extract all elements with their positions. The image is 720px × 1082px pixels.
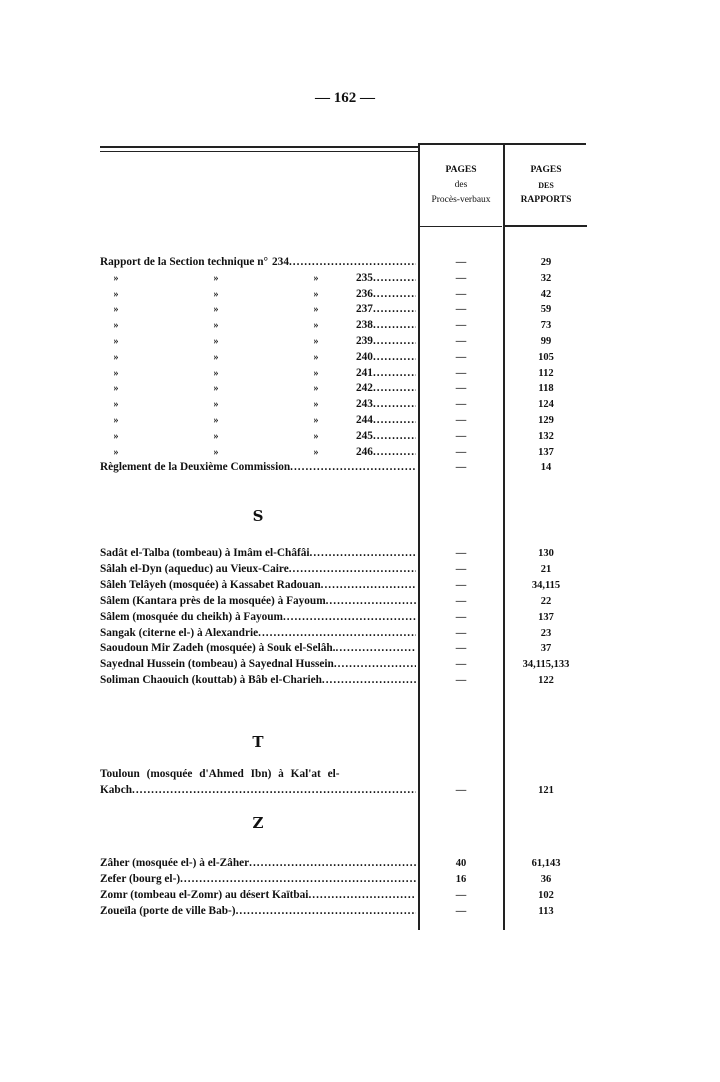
header-proces-verbaux: [420, 163, 502, 208]
table-row: [100, 767, 416, 782]
report-number: [356, 302, 416, 317]
entry-label: Règlement de la Deuxième Commission: [100, 461, 291, 474]
table-row: [100, 413, 590, 428]
table-row: [100, 460, 590, 475]
ditto-mark: »: [313, 272, 319, 284]
table-row: [100, 318, 590, 333]
dot-leader: [373, 318, 416, 333]
proces-verbaux-page: —: [455, 611, 467, 623]
ditto-mark: »: [313, 288, 319, 300]
table-row: [100, 334, 590, 349]
dot-leader: [326, 594, 416, 609]
proces-verbaux-page: —: [455, 367, 467, 379]
rapport-page: 121: [538, 785, 554, 796]
rapport-page: 61,143: [531, 858, 561, 869]
dot-leader: [373, 429, 416, 444]
ditto-mark: »: [313, 320, 319, 332]
dot-leader: [373, 302, 416, 317]
table-row: [100, 445, 590, 460]
report-number-value: 237: [356, 303, 373, 316]
proces-verbaux-page: —: [455, 383, 467, 395]
rapport-label: Rapport de la Section technique n°: [100, 256, 269, 268]
report-number-value: 242: [356, 382, 373, 395]
section-letter: Z: [252, 814, 264, 832]
report-number-value: 235: [356, 271, 373, 284]
header-rapports: [505, 163, 587, 208]
dot-leader: [373, 271, 416, 286]
top-rule: [100, 146, 418, 148]
dot-leader: [290, 460, 416, 475]
rapport-page: 37: [540, 643, 552, 655]
proces-verbaux-page: —: [455, 257, 467, 268]
table-row: [100, 872, 590, 887]
proces-verbaux-page: —: [455, 659, 467, 671]
report-number: [356, 366, 416, 381]
proces-verbaux-page: —: [455, 399, 467, 411]
ditto-mark: »: [113, 399, 119, 411]
report-number: [356, 381, 416, 396]
rapport-page: 137: [538, 446, 554, 458]
dot-leader: [373, 381, 416, 396]
ditto-mark: »: [213, 320, 219, 332]
table-row: [100, 578, 590, 593]
ditto-mark: »: [213, 367, 219, 379]
entry-text: [100, 783, 416, 798]
header-line: DES: [538, 181, 554, 190]
entry-text: [100, 562, 416, 577]
ditto-mark: »: [313, 446, 319, 458]
table-row: [100, 381, 590, 396]
proces-verbaux-page: —: [455, 415, 467, 426]
report-number-value: 241: [356, 366, 373, 379]
table-row: [100, 271, 590, 286]
dot-leader: [336, 641, 416, 656]
report-number-value: 246: [356, 445, 373, 458]
report-number-value: 238: [356, 319, 373, 332]
table-row: [100, 626, 590, 641]
entry-text: [100, 460, 416, 475]
ditto-mark: »: [313, 383, 319, 395]
ditto-mark: »: [213, 272, 219, 284]
proces-verbaux-page: —: [455, 627, 467, 639]
dot-leader: [373, 334, 416, 349]
table-row: [100, 641, 590, 656]
proces-verbaux-page: —: [455, 430, 467, 442]
dot-leader: [322, 673, 416, 688]
entry-text: [100, 255, 416, 270]
report-number-value: 244: [356, 414, 373, 426]
ditto-mark: »: [213, 351, 219, 363]
entry-label: Zâher (mosquée el-) à el-Zâher: [100, 857, 250, 869]
header-line: Procès-verbaux: [431, 195, 491, 205]
top-rule-columns: [418, 143, 586, 145]
ditto-mark: »: [213, 399, 219, 411]
dot-leader: [373, 397, 416, 412]
rapport-page: 29: [540, 257, 552, 268]
dot-leader: [334, 657, 416, 672]
report-number-value: 239: [356, 335, 373, 347]
entry-text: [100, 856, 416, 871]
ditto-mark: »: [313, 430, 319, 442]
rapport-page: 118: [538, 383, 554, 395]
proces-verbaux-page: —: [455, 272, 467, 284]
rapport-page: 32: [540, 272, 552, 284]
table-row: [100, 888, 590, 903]
entry-label: Sâleh Telâyeh (mosquée) à Kassabet Radouan: [100, 578, 321, 591]
report-number-value: 234: [272, 256, 289, 268]
ditto-mark: »: [313, 336, 319, 347]
proces-verbaux-page: —: [455, 643, 467, 655]
rapport-page: 122: [538, 675, 554, 687]
report-number: [356, 445, 416, 460]
table-row: [100, 783, 590, 798]
entry-text: [100, 872, 416, 887]
ditto-mark: »: [113, 304, 119, 316]
table-row: [100, 429, 590, 444]
ditto-mark: »: [313, 304, 319, 316]
entry-label: Saoudoun Mir Zadeh (mosquée) à Souk el-Selâh.: [100, 642, 336, 655]
rapport-page: 105: [538, 351, 554, 363]
table-row: [100, 657, 590, 672]
dot-leader: [373, 366, 416, 381]
rapport-page: 124: [538, 399, 554, 411]
ditto-mark: »: [213, 383, 219, 395]
proces-verbaux-page: —: [455, 548, 467, 559]
entry-text: [100, 673, 416, 688]
table-row: [100, 673, 590, 688]
dot-leader: [373, 287, 416, 302]
rapport-page: 130: [538, 548, 554, 559]
report-number: [356, 350, 416, 365]
report-number-value: 245: [356, 429, 373, 442]
dot-leader: [236, 904, 416, 919]
header-line: PAGES: [530, 165, 562, 175]
report-number: [356, 413, 416, 428]
proces-verbaux-page: —: [455, 563, 467, 575]
rapport-page: 102: [538, 889, 554, 901]
rapport-page: 14: [540, 462, 552, 474]
report-number: [356, 287, 416, 302]
entry-label: Sangak (citerne el-) à Alexandrie: [100, 626, 259, 639]
header-line: des: [454, 180, 468, 190]
entry-label: Soliman Chaouich (kouttab) à Bâb el-Charieh: [100, 674, 322, 687]
ditto-mark: »: [113, 288, 119, 300]
rapport-page: 99: [540, 336, 552, 347]
ditto-mark: »: [213, 446, 219, 458]
rapport-page: 21: [540, 563, 552, 575]
entry-label: Sayednal Hussein (tombeau) à Sayednal Hussein: [100, 658, 334, 671]
section-letter: S: [252, 507, 264, 525]
entry-text: [100, 594, 416, 609]
proces-verbaux-page: 40: [455, 858, 467, 869]
ditto-mark: »: [213, 288, 219, 300]
ditto-mark: »: [113, 383, 119, 395]
page-number: — 162 —: [315, 90, 375, 106]
rapport-page: 73: [540, 320, 552, 332]
ditto-mark: »: [313, 351, 319, 363]
proces-verbaux-page: —: [455, 785, 467, 796]
ditto-mark: »: [113, 430, 119, 442]
ditto-mark: »: [213, 304, 219, 316]
entry-label: Zoueïla (porte de ville Bab-): [100, 904, 236, 917]
ditto-mark: »: [113, 320, 119, 332]
dot-leader: [373, 445, 416, 460]
entry-label: Sadât el-Talba (tombeau) à Imâm el-Châfâi: [100, 547, 310, 559]
dot-leader: [249, 856, 416, 871]
top-rule-thin: [100, 151, 418, 152]
ditto-mark: »: [113, 336, 119, 347]
proces-verbaux-page: —: [455, 579, 467, 591]
dot-leader: [310, 546, 416, 561]
table-row: [100, 904, 590, 919]
rapport-page: 34,115: [531, 579, 561, 591]
ditto-mark: »: [113, 351, 119, 363]
proces-verbaux-page: —: [455, 288, 467, 300]
ditto-mark: »: [113, 446, 119, 458]
entry-text: [100, 888, 416, 903]
rapport-page: 22: [540, 595, 552, 607]
ditto-mark: »: [213, 415, 219, 426]
proces-verbaux-page: —: [455, 336, 467, 347]
proces-verbaux-page: —: [455, 320, 467, 332]
header-rule: [420, 226, 502, 227]
table-row: [100, 856, 590, 871]
rapport-page: 129: [538, 415, 554, 426]
proces-verbaux-page: —: [455, 462, 467, 474]
dot-leader: [258, 626, 416, 641]
report-number: [356, 429, 416, 444]
proces-verbaux-page: —: [455, 675, 467, 687]
table-row: [100, 546, 590, 561]
rapport-page: 113: [538, 905, 554, 917]
dot-leader: [289, 562, 416, 577]
proces-verbaux-page: —: [455, 889, 467, 901]
entry-text: [100, 641, 416, 656]
entry-label: Zefer (bourg el-): [100, 872, 181, 885]
entry-label: Touloun (mosquée d'Ahmed Ibn) à Kal'at el-: [100, 768, 340, 780]
table-row: [100, 594, 590, 609]
ditto-mark: »: [213, 336, 219, 347]
rapport-page: 36: [540, 873, 552, 885]
table-row: [100, 350, 590, 365]
entry-label: Kabch: [100, 784, 133, 796]
dot-leader: [283, 610, 416, 625]
report-number-value: 243: [356, 398, 373, 411]
entry-label: Zomr (tombeau el-Zomr) au désert Kaïtbai: [100, 888, 309, 901]
rapport-page: 132: [538, 430, 554, 442]
header-line: RAPPORTS: [520, 195, 572, 205]
report-number-value: 236: [356, 287, 373, 300]
proces-verbaux-page: —: [455, 595, 467, 607]
entry-text: [100, 610, 416, 625]
proces-verbaux-page: —: [455, 304, 467, 316]
table-row: [100, 366, 590, 381]
rapport-page: 23: [540, 627, 552, 639]
proces-verbaux-page: —: [455, 446, 467, 458]
rapport-page: 34,115,133: [522, 659, 570, 671]
proces-verbaux-page: —: [455, 905, 467, 917]
rapport-page: 112: [538, 367, 554, 379]
entry-text: [100, 657, 416, 672]
ditto-mark: »: [213, 430, 219, 442]
ditto-mark: »: [313, 415, 319, 426]
dot-leader: [373, 413, 416, 428]
report-number: [356, 318, 416, 333]
dot-leader: [321, 578, 416, 593]
dot-leader: [180, 872, 416, 887]
table-row: [100, 610, 590, 625]
ditto-mark: »: [113, 415, 119, 426]
report-number: [356, 271, 416, 286]
table-row: [100, 562, 590, 577]
header-rule: [505, 225, 587, 227]
section-letter: T: [252, 733, 264, 751]
entry-label: Sâlem (Kantara près de la mosquée) à Fayoum: [100, 594, 326, 607]
report-number: [356, 397, 416, 412]
report-number-value: 240: [356, 350, 373, 363]
rapport-page: 59: [540, 304, 552, 316]
rapport-page: 137: [538, 611, 554, 623]
rapport-page: 42: [540, 288, 552, 300]
table-row: [100, 287, 590, 302]
ditto-mark: »: [113, 367, 119, 379]
dot-leader: [132, 783, 416, 798]
dot-leader: [289, 255, 416, 270]
entry-label: Sâlah el-Dyn (aqueduc) au Vieux-Caire: [100, 562, 289, 575]
entry-text: [100, 904, 416, 919]
entry-text: [100, 626, 416, 641]
table-row: [100, 397, 590, 412]
report-number: [356, 334, 416, 349]
dot-leader: [308, 888, 416, 903]
header-line: PAGES: [445, 165, 477, 175]
ditto-mark: »: [113, 272, 119, 284]
proces-verbaux-page: 16: [455, 873, 467, 885]
entry-text: [100, 578, 416, 593]
entry-label: Sâlem (mosquée du cheikh) à Fayoum: [100, 610, 283, 623]
table-row: [100, 302, 590, 317]
proces-verbaux-page: —: [455, 351, 467, 363]
dot-leader: [373, 350, 416, 365]
ditto-mark: »: [313, 399, 319, 411]
table-row: [100, 255, 590, 270]
ditto-mark: »: [313, 367, 319, 379]
entry-text: [100, 546, 416, 561]
